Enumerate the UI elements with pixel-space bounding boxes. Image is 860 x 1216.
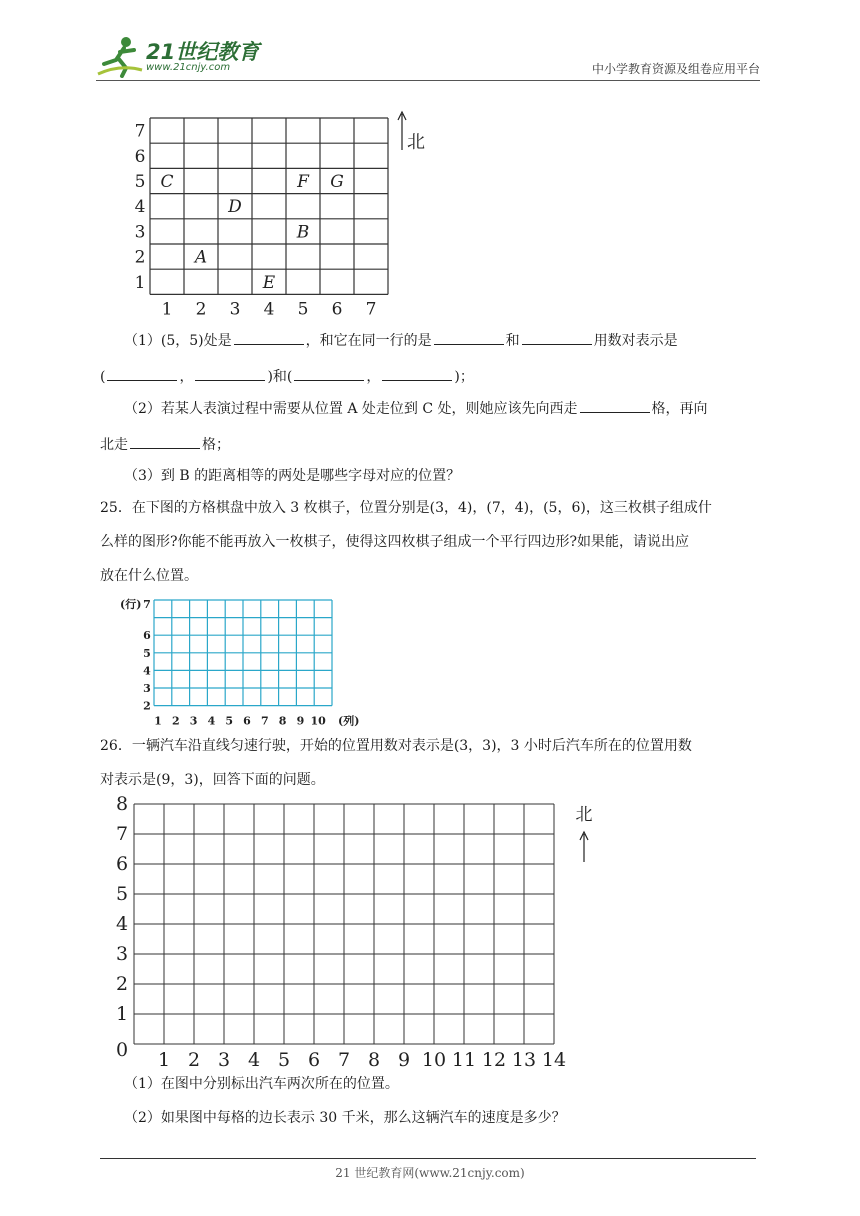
- y-tick-label: 2: [115, 973, 129, 995]
- x-tick-label: 5: [225, 714, 234, 728]
- x-tick-label: 3: [189, 714, 198, 728]
- north-label: 北: [407, 132, 425, 153]
- y-tick-label: 7: [143, 598, 151, 611]
- y-tick-label: 3: [134, 222, 146, 243]
- y-tick-label: 6: [134, 146, 146, 167]
- x-tick-label: 1: [157, 1049, 171, 1070]
- y-tick-label: 5: [134, 172, 146, 192]
- y-tick-label: 3: [115, 943, 129, 965]
- q25-text-line2: 么样的图形?你能不能再放入一枚棋子，使得这四枚棋子组成一个平行四边形?如果能，请说出应: [100, 534, 690, 550]
- point-label: A: [194, 247, 208, 268]
- y-tick-label: 8: [115, 794, 129, 815]
- x-tick-label: 6: [243, 714, 251, 728]
- y-tick-label: 6: [143, 629, 151, 643]
- x-tick-label: 2: [171, 714, 180, 728]
- q24-part3: （3）到 B 的距离相等的两处是哪些字母对应的位置？: [124, 468, 461, 484]
- answer-blank[interactable]: [522, 330, 592, 345]
- x-tick-label: 6: [307, 1049, 321, 1070]
- y-tick-label: 1: [134, 272, 146, 293]
- y-tick-label: 2: [143, 699, 151, 713]
- x-tick-label: 13: [511, 1049, 537, 1070]
- answer-blank[interactable]: [234, 330, 304, 345]
- q25-text-line3: 放在什么位置。: [100, 568, 198, 584]
- answer-blank[interactable]: [107, 366, 177, 381]
- answer-blank[interactable]: [580, 398, 650, 413]
- x-tick-label: 5: [297, 299, 309, 318]
- q25-text-line1: 25．在下图的方格棋盘中放入 3 枚棋子，位置分别是(3，4)，(7，4)，(5，6)，这三枚棋子组成什: [100, 500, 712, 516]
- footer-divider: [100, 1158, 756, 1159]
- y-tick-label: 7: [134, 121, 146, 142]
- row-axis-label: (行): [120, 598, 142, 611]
- x-tick-label: 5: [277, 1049, 291, 1070]
- letter-position-grid: [120, 110, 440, 318]
- point-label: C: [160, 172, 174, 192]
- runner-logo-icon: [96, 34, 144, 78]
- north-label: 北: [575, 805, 593, 825]
- y-tick-label: 5: [115, 883, 129, 905]
- x-tick-label: 4: [263, 299, 275, 318]
- answer-blank[interactable]: [382, 366, 452, 381]
- page-header: [96, 34, 760, 81]
- x-tick-label: 10: [421, 1049, 447, 1070]
- logo-url: www.21cnjy.com: [146, 62, 231, 73]
- q24-part2: （2）若某人表演过程中需要从位置 A 处走位到 C 处，则她应该先向西走 格，再向: [124, 398, 708, 419]
- answer-blank[interactable]: [294, 366, 364, 381]
- point-label: F: [297, 172, 309, 192]
- q24-part1: （1）(5，5)处是 ，和它在同一行的是 和 用数对表示是: [124, 330, 678, 351]
- y-tick-label: 3: [143, 682, 151, 695]
- chessboard-grid: [116, 594, 366, 728]
- origin-label: 0: [115, 1039, 129, 1061]
- x-tick-label: 10: [310, 714, 326, 728]
- point-label: B: [296, 222, 310, 243]
- x-tick-label: 4: [207, 714, 216, 728]
- x-tick-label: 14: [541, 1049, 567, 1070]
- logo-title: 21世纪教育: [146, 40, 260, 64]
- x-tick-label: 9: [397, 1049, 411, 1070]
- y-tick-label: 4: [115, 913, 129, 935]
- y-tick-label: 6: [115, 853, 129, 875]
- y-tick-label: 4: [143, 664, 151, 678]
- col-axis-label: (列): [338, 714, 360, 728]
- x-tick-label: 7: [260, 714, 269, 728]
- y-tick-label: 2: [134, 247, 146, 268]
- x-tick-label: 7: [365, 299, 377, 318]
- answer-blank[interactable]: [434, 330, 504, 345]
- y-tick-label: 1: [115, 1003, 129, 1025]
- q26-text-line2: 对表示是(9，3)，回答下面的问题。: [100, 772, 325, 788]
- q26-part2: （2）如果图中每格的边长表示 30 千米，那么这辆汽车的速度是多少？: [124, 1110, 566, 1126]
- car-position-grid: [110, 794, 610, 1070]
- x-tick-label: 1: [154, 714, 162, 728]
- x-tick-label: 3: [217, 1049, 231, 1070]
- x-tick-label: 1: [161, 299, 173, 318]
- x-tick-label: 7: [337, 1049, 351, 1070]
- page-footer: 21 世纪教育网(www.21cnjy.com): [335, 1166, 525, 1180]
- answer-blank[interactable]: [130, 434, 200, 449]
- x-tick-label: 2: [195, 299, 207, 318]
- x-tick-label: 6: [331, 299, 343, 318]
- q26-text-line1: 26．一辆汽车沿直线匀速行驶，开始的位置用数对表示是(3，3)，3 小时后汽车所在的位置用数: [100, 738, 692, 754]
- x-tick-label: 8: [278, 714, 287, 728]
- y-tick-label: 5: [143, 646, 151, 660]
- y-tick-label: 4: [134, 197, 146, 218]
- q26-part1: （1）在图中分别标出汽车两次所在的位置。: [124, 1076, 399, 1092]
- y-tick-label: 7: [115, 823, 129, 845]
- answer-blank[interactable]: [195, 366, 265, 381]
- x-tick-label: 9: [296, 714, 305, 728]
- q24-part1-cont: ( ， )和( ， )；: [100, 366, 474, 387]
- point-label: E: [262, 272, 276, 293]
- x-tick-label: 4: [247, 1049, 261, 1070]
- x-tick-label: 8: [367, 1049, 381, 1070]
- x-tick-label: 2: [187, 1049, 201, 1070]
- point-label: D: [228, 197, 242, 218]
- point-label: G: [330, 172, 344, 192]
- logo: [96, 34, 266, 78]
- q24-part2-cont: 北走 格；: [100, 434, 230, 455]
- x-tick-label: 11: [451, 1049, 477, 1070]
- platform-label: 中小学教育资源及组卷应用平台: [591, 62, 760, 76]
- x-tick-label: 3: [229, 299, 241, 318]
- x-tick-label: 12: [481, 1049, 507, 1070]
